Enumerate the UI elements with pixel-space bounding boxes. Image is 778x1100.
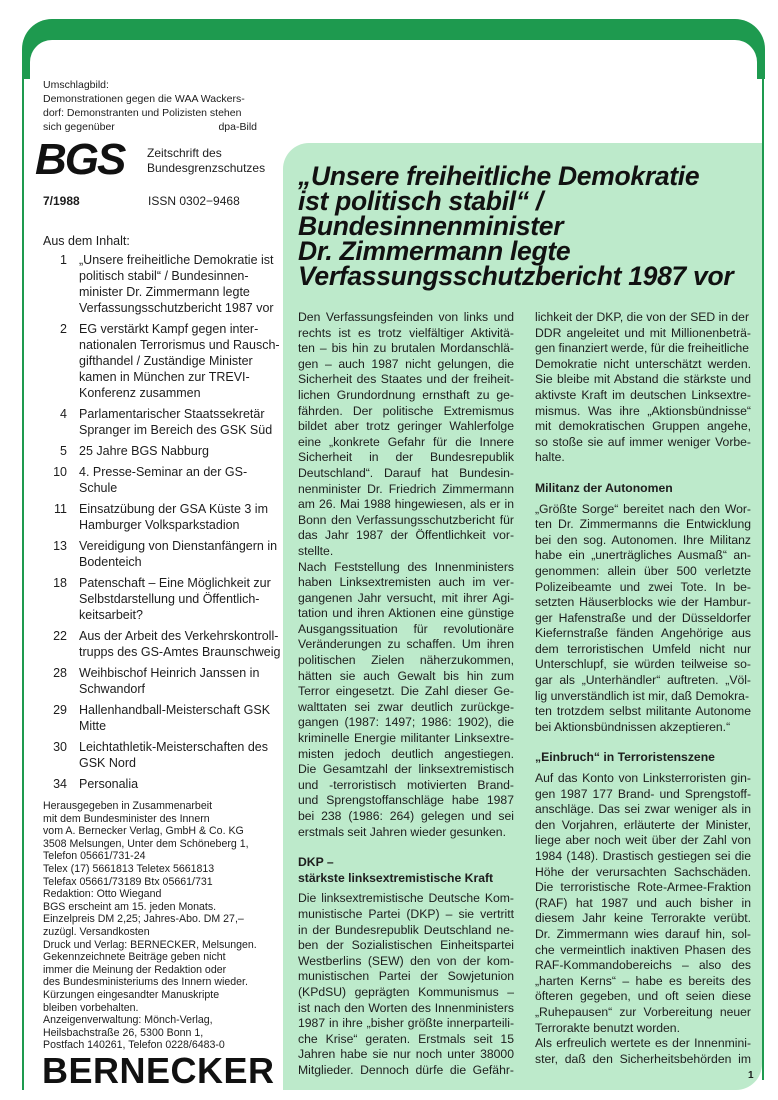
toc-page-number: 5	[60, 444, 67, 458]
section-heading-line: Militanz der Autonomen	[535, 480, 673, 495]
text-line	[535, 595, 751, 611]
text-line-text: ten Dr. Zimmermanns die Entwicklung	[535, 517, 751, 532]
text-line	[298, 653, 514, 669]
text-line	[298, 497, 514, 513]
toc-item-title: Personalia	[79, 777, 139, 791]
text-line	[298, 1032, 514, 1048]
text-line	[535, 958, 751, 974]
text-line-text: munistische Partei (DKP) – sie vertritt	[298, 906, 514, 921]
text-line	[535, 974, 751, 990]
page-number: 1	[748, 1070, 754, 1081]
text-line	[535, 419, 751, 435]
toc-item	[43, 321, 283, 401]
text-line	[535, 388, 751, 404]
text-line-text: bei Aktionsbündnissen akzeptieren.“	[535, 719, 731, 734]
text-line-text: Ausgangssituation für revolutionäre	[298, 621, 514, 636]
text-line	[298, 575, 514, 591]
text-line-text: diesem Jahr keine Terrorakte verübt.	[535, 911, 751, 926]
toc-page-number: 28	[53, 666, 67, 680]
text-line-text: so stoße sie auf immer weniger Vorbe-	[535, 434, 751, 449]
text-line	[298, 715, 514, 731]
toc-item-title: „Unsere freiheitliche Demokratie ist politisch stabil“ / Bundesinnen-minister Dr. Zimmermann legte Verfassungsschutzbericht 1987 vor	[79, 253, 274, 315]
text-line-text: che Krise“ geraten. Erstmals seit 15	[298, 1031, 514, 1046]
text-line	[298, 482, 514, 498]
text-line	[298, 513, 514, 529]
toc-item-title: Aus der Arbeit des Verkehrskontroll-trupps des GS-Amtes Braunschweig	[79, 629, 281, 659]
text-line-text: Höhe der verursachten Sachschäden.	[535, 864, 751, 879]
text-line-text: Die Gesamtzahl der linksextremistisch	[298, 762, 514, 777]
cover-caption-line: dorf: Demonstranten und Polizisten stehen	[43, 107, 242, 119]
text-line-text: Westberlins (SEW) den von der kom-	[298, 953, 514, 968]
toc-item-title: Leichtathletik-Meisterschaften des GSK Nord	[79, 740, 268, 770]
imprint-line: Telex (17) 5661813 Teletex 5661813	[43, 862, 215, 875]
toc-item-title: Vereidigung von Dienstanfängern in Bodenteich	[79, 539, 278, 569]
toc-item	[43, 501, 283, 533]
toc-page-number: 30	[53, 740, 67, 754]
text-line	[535, 943, 751, 959]
text-line-text: walttaten sei zwar deutlich zurückge-	[298, 699, 514, 714]
text-line	[535, 989, 751, 1005]
text-line-text: Als erfreulich wertete es der Innenmini-	[535, 1036, 751, 1051]
text-line	[535, 502, 751, 518]
text-line	[535, 642, 751, 658]
toc-item	[43, 776, 283, 792]
headline-line: Dr. Zimmermann legte	[298, 236, 571, 266]
text-line-text: Demokratie nicht unterschätzt werden.	[535, 356, 751, 371]
text-line-text: (KPdSU) geprägten Kommunismus –	[298, 984, 514, 999]
text-line	[298, 637, 514, 653]
text-line-text: Die linksextremistische Deutsche Kom-	[298, 891, 514, 906]
text-line	[535, 849, 751, 865]
subtitle-line: Bundesgrenzschutzes	[147, 161, 266, 175]
green-frame-left	[22, 60, 24, 1090]
text-line	[298, 388, 514, 404]
text-line	[298, 684, 514, 700]
imprint-line: BGS erscheint am 15. jeden Monats.	[43, 900, 217, 913]
paragraph	[535, 771, 751, 1036]
imprint-line: bleiben vorbehalten.	[43, 1001, 139, 1014]
text-line	[298, 341, 514, 357]
text-line	[535, 865, 751, 881]
text-line	[298, 938, 514, 954]
toc-page-number: 4	[60, 407, 67, 421]
text-line	[535, 704, 751, 720]
toc-item	[43, 464, 283, 496]
imprint-line: Telefax 05661/73189 Btx 05661/731	[43, 875, 213, 888]
text-line-text: lichkeit der DKP, die von der SED in der	[535, 310, 749, 324]
paragraph	[535, 1036, 751, 1067]
text-line-text: 1984 (148). Drastisch gestiegen sei die	[535, 849, 751, 863]
paragraph	[298, 560, 514, 841]
text-line-text: Sie bleibe mit Abstand die stärkste und	[535, 372, 751, 387]
text-line	[298, 793, 514, 809]
toc-item-title: Patenschaft – Eine Möglichkeit zur Selbstdarstellung und Öffentlich-keitsarbeit?	[79, 576, 271, 622]
text-line-text: Nach Feststellung des Innenministers	[298, 559, 514, 574]
imprint-line: Telefon 05661/731-24	[43, 850, 146, 863]
text-line-text: haben Linksextremisten auch im ver-	[298, 575, 514, 590]
imprint-line: Kürzungen eingesandter Manuskripte	[43, 988, 220, 1001]
text-line-text: eine „konkrete Gefahr für die Innere	[298, 434, 514, 449]
text-line	[298, 560, 514, 576]
text-line	[298, 700, 514, 716]
article-column-1	[298, 310, 514, 1079]
text-line	[298, 907, 514, 923]
text-line-text: lichen Grundordnung ernsthaft zu ge-	[298, 387, 514, 402]
text-line-text: kriminelle Energie militanter Linksextre-	[298, 731, 514, 746]
text-line-text: Deutschland“. Darauf hat Bundesin-	[298, 465, 514, 480]
text-line	[535, 802, 751, 818]
text-line	[298, 1016, 514, 1032]
headline-line: Bundesinnenminister	[298, 211, 564, 241]
text-line	[535, 533, 751, 549]
text-line-text: gen 1987 177 Brand- und Sprengstoff-	[535, 786, 751, 801]
text-line	[535, 435, 751, 451]
text-line-text: (RAF) hat 1987 und auch bisher in	[535, 895, 751, 910]
text-line	[535, 404, 751, 420]
section-heading	[298, 855, 514, 886]
toc-item-title: 4. Presse-Seminar an der GS-Schule	[79, 465, 248, 495]
text-line	[535, 611, 751, 627]
text-line-text: misten jedoch deutlich angestiegen.	[298, 746, 514, 761]
text-line-text: politischen Zielen näherzukommen,	[298, 653, 514, 668]
cover-caption-line: sich gegenüber	[43, 121, 115, 133]
text-line	[298, 1001, 514, 1017]
imprint-line: Gekennzeichnete Beiträge geben nicht	[43, 951, 226, 964]
toc-page-number: 1	[60, 253, 67, 267]
text-line-text: genommen: allein über 500 verletzte	[535, 563, 751, 578]
text-line	[298, 466, 514, 482]
text-line-text: „harten Kerns“ – habe es bereits des	[535, 973, 751, 988]
text-line-text: aktivste Kraft im deutschen Linksextre-	[535, 387, 751, 402]
toc-page-number: 34	[53, 777, 67, 791]
text-line-text: rechts ist es trotz vielfältiger Aktivitä-	[298, 325, 514, 340]
toc-item-title: EG verstärkt Kampf gegen inter-nationalen Terrorismus und Rausch-gifthandel / Zuständige Minister kamen in München zur TREVI-Konferenz zusammen	[79, 322, 280, 400]
cover-caption-label: Umschlagbild:	[43, 79, 109, 91]
text-line	[298, 923, 514, 939]
issn: ISSN 0302−9468	[148, 194, 240, 208]
text-line-text: und -terroristisch motivierten Brand-	[298, 777, 514, 792]
section-heading-line: stärkste linksextremistische Kraft	[298, 870, 494, 885]
text-line	[298, 1063, 514, 1079]
text-line-text: Terrorakte benutzt worden.	[535, 1020, 680, 1035]
text-line-text: gen – auch 1987 nicht gelungen, die	[298, 356, 514, 371]
toc-item-title: Parlamentarischer Staatssekretär Spranger im Bereich des GSK Süd	[79, 407, 273, 437]
text-line-text: am 26. Mai 1988 hingewiesen, als er in	[298, 497, 514, 512]
text-line-text: halte.	[535, 450, 565, 465]
text-line	[298, 419, 514, 435]
text-line-text: Dr. Zimmermann wies darauf hin, sol-	[535, 926, 751, 941]
toc-item-title: Einsatzübung der GSA Küste 3 im Hamburger Volksparkstadion	[79, 502, 268, 532]
text-line-text: habe ein „unerträgliches Ausmaß“ an-	[535, 548, 751, 563]
issue-number: 7/1988	[43, 194, 80, 208]
toc-page-number: 22	[53, 629, 67, 643]
text-line	[535, 927, 751, 943]
text-line	[298, 310, 514, 326]
text-line	[535, 357, 751, 373]
text-line-text: hätten sie auch Gewalt bis hin zum	[298, 668, 514, 683]
cover-caption	[43, 78, 257, 134]
text-line	[298, 450, 514, 466]
text-line	[298, 891, 514, 907]
imprint-line: mit dem Bundesminister des Innern	[43, 812, 210, 825]
imprint-line: Redaktion: Otto Wiegand	[43, 888, 162, 901]
text-line	[298, 357, 514, 373]
toc-item-title: 25 Jahre BGS Nabburg	[79, 444, 209, 458]
text-line-text: Den Verfassungsfeinden von links und	[298, 310, 514, 324]
text-line	[535, 673, 751, 689]
green-frame-right	[762, 60, 764, 1080]
text-line	[298, 622, 514, 638]
toc-page-number: 13	[53, 539, 67, 553]
text-line	[298, 669, 514, 685]
toc-item	[43, 739, 283, 771]
text-line	[298, 985, 514, 1001]
text-line	[535, 657, 751, 673]
toc-item	[43, 665, 283, 697]
text-line-text: ger Hafenstraße und der Düsseldorfer	[535, 610, 751, 625]
text-line-text: Sicherheit des Staates und der freiheit-	[298, 372, 514, 387]
bgs-logo: BGS	[35, 135, 125, 184]
text-line-text: Die terroristische Rote-Armee-Fraktion	[535, 880, 751, 895]
text-line	[298, 954, 514, 970]
text-line-text: den Vorjahren, erläuterte der Minister,	[535, 817, 751, 832]
section-heading-line: „Einbruch“ in Terroristenszene	[535, 750, 715, 765]
text-line-text: RAF-Kommandobereichs – also des	[535, 958, 751, 973]
text-line	[298, 606, 514, 622]
headline-line: „Unsere freiheitliche Demokratie	[298, 161, 700, 191]
text-line	[298, 747, 514, 763]
text-line-text: gangenen Jahr versucht, mit ihrer Agi-	[298, 590, 514, 605]
section-heading-line: DKP –	[298, 855, 334, 870]
text-line-text: liege aber noch weit über der Zahl von	[535, 833, 751, 848]
toc-item	[43, 443, 283, 459]
text-line	[298, 825, 514, 841]
toc-item	[43, 702, 283, 734]
text-line	[298, 528, 514, 544]
toc-page-number: 18	[53, 576, 67, 590]
text-line-text: Sicherheit in der Bundesrepublik	[298, 450, 514, 465]
publisher-logo: BERNECKER	[42, 1050, 275, 1091]
text-line-text: erstmals seit Jahren wieder gesunken.	[298, 824, 506, 839]
text-line-text: munistischen Partei der Sowjetunion	[298, 969, 514, 984]
text-line-text: Mitglieder. Dennoch dürfe die Gefähr-	[298, 1062, 514, 1077]
imprint-line: Postfach 140261, Telefon 0228/6483-0	[43, 1039, 225, 1052]
imprint-line: immer die Meinung der Redaktion oder	[43, 963, 227, 976]
toc-item	[43, 406, 283, 438]
section-heading	[535, 750, 751, 766]
text-line	[535, 1021, 751, 1037]
article-column-2	[535, 310, 751, 1067]
text-line	[535, 896, 751, 912]
imprint-line: zuzügl. Versandkosten	[43, 925, 150, 938]
text-line	[535, 564, 751, 580]
text-line-text: fährden. Der politische Extremismus	[298, 403, 514, 418]
toc-item	[43, 628, 283, 660]
text-line-text: das Jahr 1987 der Öffentlichkeit vor-	[298, 528, 514, 543]
text-line	[535, 326, 751, 342]
toc-title: Aus dem Inhalt:	[43, 234, 130, 248]
text-line	[298, 762, 514, 778]
text-line	[535, 517, 751, 533]
headline-line: ist politisch stabil“ /	[298, 186, 543, 216]
text-line	[535, 911, 751, 927]
text-line	[298, 326, 514, 342]
text-line-text: in der Bundesrepublik Deutschland ne-	[298, 922, 514, 937]
text-line	[535, 880, 751, 896]
photo-credit: dpa-Bild	[218, 121, 257, 133]
subtitle-line: Zeitschrift des	[147, 146, 222, 160]
text-line	[298, 1047, 514, 1063]
text-line	[298, 372, 514, 388]
headline-line: Verfassungsschutzbericht 1987 vor	[298, 261, 734, 291]
text-line-text: ster, daß den Sicherheitsbehörden im	[535, 1051, 751, 1066]
text-line-text: gen finanziert werde, für die freiheitliche	[535, 341, 749, 356]
text-line	[298, 544, 514, 560]
text-line-text: gar als „Unterhändler“ auftreten. „Völ-	[535, 673, 751, 688]
text-line	[535, 310, 751, 326]
article-headline	[298, 161, 758, 291]
text-line-text: che vermeintlich inaktiven Phasen des	[535, 942, 751, 957]
text-line-text: Terror eingesetzt. Die Zahl dieser Ge-	[298, 684, 514, 699]
text-line	[298, 731, 514, 747]
text-line-text: mit demokratischen Gruppen angehe,	[535, 419, 751, 434]
text-line	[535, 720, 751, 736]
imprint-line: Heilsbachstraße 26, 5300 Bonn 1,	[43, 1026, 204, 1039]
toc-item	[43, 538, 283, 570]
text-line-text: dem terroristischen Umfeld nicht nur	[535, 641, 751, 656]
text-line	[535, 818, 751, 834]
text-line	[298, 435, 514, 451]
text-line	[535, 341, 751, 357]
text-line-text: Kiefernstraße fänden Angehörige aus	[535, 626, 751, 641]
text-line-text: Jahren habe sie nur noch unter 38000	[298, 1047, 514, 1062]
text-line-text: bei den sog. Autonomen. Ihre Militanz	[535, 532, 751, 547]
imprint-line: Druck und Verlag: BERNECKER, Melsungen.	[43, 938, 257, 951]
text-line-text: ten – bis hin zu brutalen Mordanschlä-	[298, 341, 514, 356]
text-line	[535, 372, 751, 388]
text-line-text: ten trotzdem selbst militante Autonome	[535, 704, 751, 719]
text-line	[535, 580, 751, 596]
text-line-text: öfteren gegeben, und oft seien diese	[535, 989, 751, 1004]
text-line-text: mismus. Was ihre „Aktionsbündnisse“	[535, 403, 751, 418]
text-line	[535, 689, 751, 705]
text-line-text: Polizeibeamte und zwei Tote. In be-	[535, 579, 751, 594]
magazine-subtitle	[147, 146, 265, 176]
text-line-text: ist nach den Worten des Innenministers	[298, 1000, 514, 1015]
toc-page-number: 11	[54, 502, 67, 516]
text-line-text: bei 238 (1986: 264) gelegen und sei	[298, 809, 514, 823]
text-line-text: und Sprengstoffanschläge habe 1987	[298, 793, 514, 808]
toc-page-number: 10	[53, 465, 67, 479]
text-line	[298, 591, 514, 607]
text-line-text: gangen (1987: 1497; 1986: 1902), die	[298, 715, 514, 730]
text-line-text: ben der Sozialistischen Einheitspartei	[298, 938, 514, 953]
cover-caption-line: Demonstrationen gegen die WAA Wackers-	[43, 93, 245, 105]
text-line	[298, 404, 514, 420]
imprint-line: 3508 Melsungen, Unter dem Schöneberg 1,	[43, 837, 249, 850]
paragraph	[535, 502, 751, 736]
text-line-text: tation und ihren Aktionen eine günstige	[298, 606, 514, 621]
text-line	[298, 778, 514, 794]
text-line-text: „Größte Sorge“ bereitet nach den Wor-	[535, 501, 751, 516]
imprint-line: vom A. Bernecker Verlag, GmbH & Co. KG	[43, 825, 244, 838]
text-line-text: „Ruhepausen“ zur Vorbereitung neuer	[535, 1004, 751, 1019]
text-line	[535, 548, 751, 564]
toc-item-title: Hallenhandball-Meisterschaft GSK Mitte	[79, 703, 271, 733]
toc-item	[43, 252, 283, 316]
text-line-text: bildet aber trotz geringer Wahlerfolge	[298, 419, 514, 434]
text-line	[535, 787, 751, 803]
text-line	[535, 450, 751, 466]
text-line-text: stellte.	[298, 543, 334, 558]
text-line-text: lig unverständlich ist mir, daß Demokra-	[535, 688, 749, 703]
imprint	[43, 800, 283, 1052]
section-heading	[535, 481, 751, 497]
text-line	[535, 833, 751, 849]
toc-page-number: 2	[60, 322, 67, 336]
imprint-line: Herausgegeben in Zusammenarbeit	[43, 800, 213, 812]
text-line	[535, 626, 751, 642]
text-line-text: anschläge. Das sei zwar weniger als in	[535, 802, 751, 817]
text-line-text: Bonn den Verfassungsschutzbericht für	[298, 512, 514, 527]
text-line	[535, 771, 751, 787]
text-line-text: 1987 in ihre „bisher größte innerparteili-	[298, 1016, 514, 1031]
text-line-text: Veränderungen zu schaffen. Um ihren	[298, 637, 514, 652]
text-line	[535, 1005, 751, 1021]
text-line-text: DDR angeleitet und mit Millionenbeträ-	[535, 325, 751, 340]
paragraph	[535, 310, 751, 466]
text-line	[298, 969, 514, 985]
imprint-line: Anzeigenverwaltung: Mönch-Verlag,	[43, 1014, 213, 1027]
toc-page-number: 29	[53, 703, 67, 717]
text-line	[535, 1036, 751, 1052]
text-line	[535, 1052, 751, 1068]
imprint-line: des Bundesministeriums des Innern wieder.	[43, 976, 248, 989]
toc-item-title: Weihbischof Heinrich Janssen in Schwandorf	[79, 666, 260, 696]
paragraph	[298, 891, 514, 1078]
text-line-text: setzten Häuserblocks wie der Hambur-	[535, 595, 751, 610]
text-line-text: nenminister Dr. Friedrich Zimmermann	[298, 481, 514, 496]
toc-item	[43, 575, 283, 623]
imprint-line: Einzelpreis DM 2,25; Jahres-Abo. DM 27,–	[43, 913, 244, 926]
table-of-contents	[43, 252, 283, 797]
text-line	[298, 809, 514, 825]
paragraph	[298, 310, 514, 560]
text-line-text: Unterschlupf, sie würden teilweise so-	[535, 657, 751, 672]
text-line-text: Auf das Konto von Linksterroristen gin-	[535, 771, 751, 786]
